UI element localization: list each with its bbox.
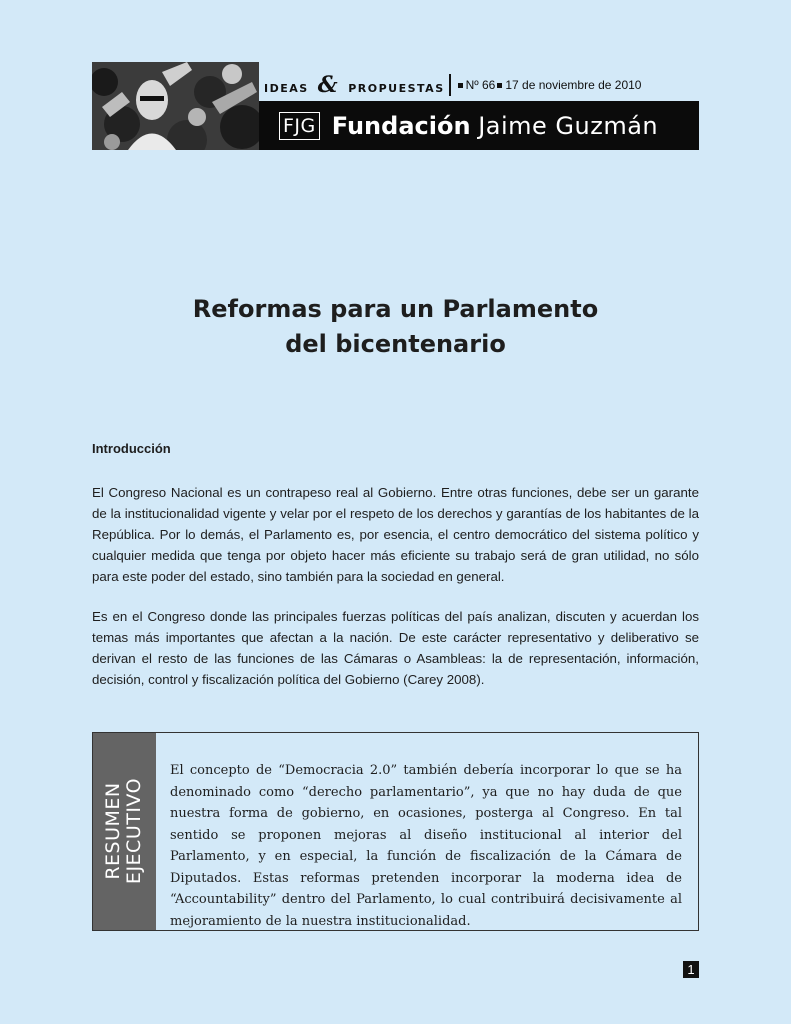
issue-date: 17 de noviembre de 2010 — [505, 78, 642, 92]
executive-summary-label — [103, 778, 145, 884]
body-paragraph-1: El Congreso Nacional es un contrapeso real al Gobierno. Entre otras funciones, debe ser un garante de la institucionalidad vigente y velar por el respeto de los derechos y garantías de los habitantes de la República. Por lo demás, el Parlamento es, por esencia, el centro democrático del sistema político y cualquier medida que tenga por objeto hacer más eficiente su trabajo será de gran utilidad, no sólo para este poder del estado, sino también para la sociedad en general. — [92, 485, 699, 584]
organization-name — [332, 112, 658, 140]
page-number: 1 — [683, 961, 699, 978]
executive-summary-text: El concepto de “Democracia 2.0” también debería incorporar lo que se ha denominado como “derecho parlamentario”, ya que no hay duda de que nuestra forma de gobierno, en ocasiones, posterga al Congreso. En tal sentido se proponen mejoras al diseño institucional al interior del Parlamento, y en especial, la función de fiscalización de la Cámara de Diputados. Estas reformas pretenden incorporar la moderna idea de “Accountability” dentro del Parlamento, lo cual contribuirá decisivamente al mejoramiento de la nuestra institucionalidad. — [170, 763, 682, 929]
issue-info — [456, 78, 642, 92]
organization-name-bold: Fundación — [331, 111, 471, 140]
body-paragraph-2: Es en el Congreso donde las principales fuerzas políticas del país analizan, discuten y acuerdan los temas más importantes que afectan a la nación. De este carácter representativo y deliberativo se derivan el resto de las funciones de las Cámaras o Asambleas: la de representación, información, decisión, control y fiscalización política del Gobierno (Carey 2008). — [92, 609, 699, 687]
document-title-line2: del bicentenario — [285, 330, 506, 358]
fjg-logo: FJG — [279, 112, 320, 140]
series-line — [264, 73, 699, 97]
header-crowd-photo — [92, 62, 259, 150]
document-title — [92, 292, 699, 362]
series-divider — [449, 74, 451, 96]
series-name — [264, 72, 445, 98]
issue-number: Nº 66 — [465, 78, 496, 92]
series-word-ideas: ideas — [264, 77, 309, 96]
organization-name-light: Jaime Guzmán — [478, 111, 659, 140]
executive-summary-sidebar — [93, 733, 156, 930]
bullet-square-icon — [497, 83, 502, 88]
masthead — [92, 62, 699, 150]
section-heading-introduccion: Introducción — [92, 441, 171, 456]
executive-summary-label-line2: EJECUTIVO — [123, 777, 145, 885]
series-word-propuestas: propuestas — [348, 77, 445, 96]
executive-summary-box — [92, 732, 699, 931]
series-ampersand: & — [317, 72, 340, 98]
document-title-line1: Reformas para un Parlamento — [192, 295, 599, 323]
organization-bar — [259, 101, 699, 150]
executive-summary-label-line1: RESUMEN — [102, 782, 124, 880]
bullet-square-icon — [458, 83, 463, 88]
